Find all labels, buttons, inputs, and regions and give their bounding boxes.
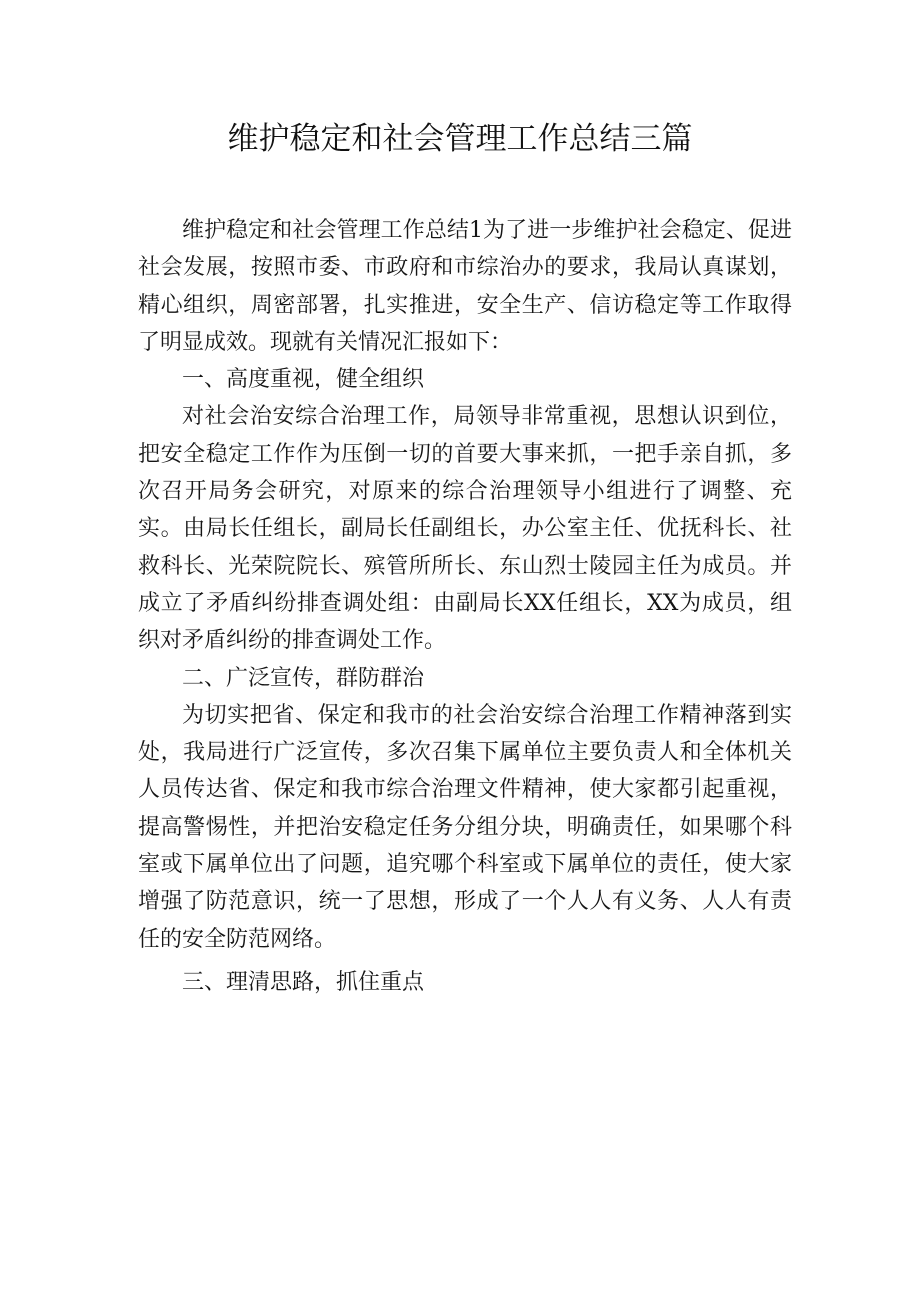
intro-paragraph: 维护稳定和社会管理工作总结1为了进一步维护社会稳定、促进社会发展，按照市委、市政府和市综治办的要求，我局认真谋划，精心组织，周密部署，扎实推进，安全生产、信访稳定等工作取得了明显成效。现就有关情况汇报如下： bbox=[138, 218, 792, 355]
section-2-paragraph: 为切实把省、保定和我市的社会治安综合治理工作精神落到实处，我局进行广泛宣传，多次召集下属单位主要负责人和全体机关人员传达省、保定和我市综合治理文件精神，使大家都引起重视，提高警惕性，并把治安稳定任务分组分块，明确责任，如果哪个科室或下属单位出了问题，追究哪个科室或下属单位的责任，使大家增强了防范意识，统一了思想，形成了一个人人有义务、人人有责任的安全防范网络。 bbox=[138, 702, 792, 952]
section-heading-1: 一、高度重视，健全组织 bbox=[182, 367, 425, 393]
section-heading-2: 二、广泛宣传，群防群治 bbox=[182, 665, 425, 691]
document-body bbox=[138, 212, 792, 1001]
section-heading-3: 三、理清思路，抓住重点 bbox=[182, 969, 425, 995]
section-1-paragraph: 对社会治安综合治理工作，局领导非常重视，思想认识到位，把安全稳定工作作为压倒一切的首要大事来抓，一把手亲自抓，多次召开局务会研究，对原来的综合治理领导小组进行了调整、充实。由局长任组长，副局长任副组长，办公室主任、优抚科长、社救科长、光荣院院长、殡管所所长、东山烈士陵园主任为成员。并成立了矛盾纠纷排查调处组：由副局长XX任组长，XX为成员，组织对矛盾纠纷的排查调处工作。 bbox=[138, 404, 792, 654]
document-title: 维护稳定和社会管理工作总结三篇 bbox=[227, 121, 693, 157]
